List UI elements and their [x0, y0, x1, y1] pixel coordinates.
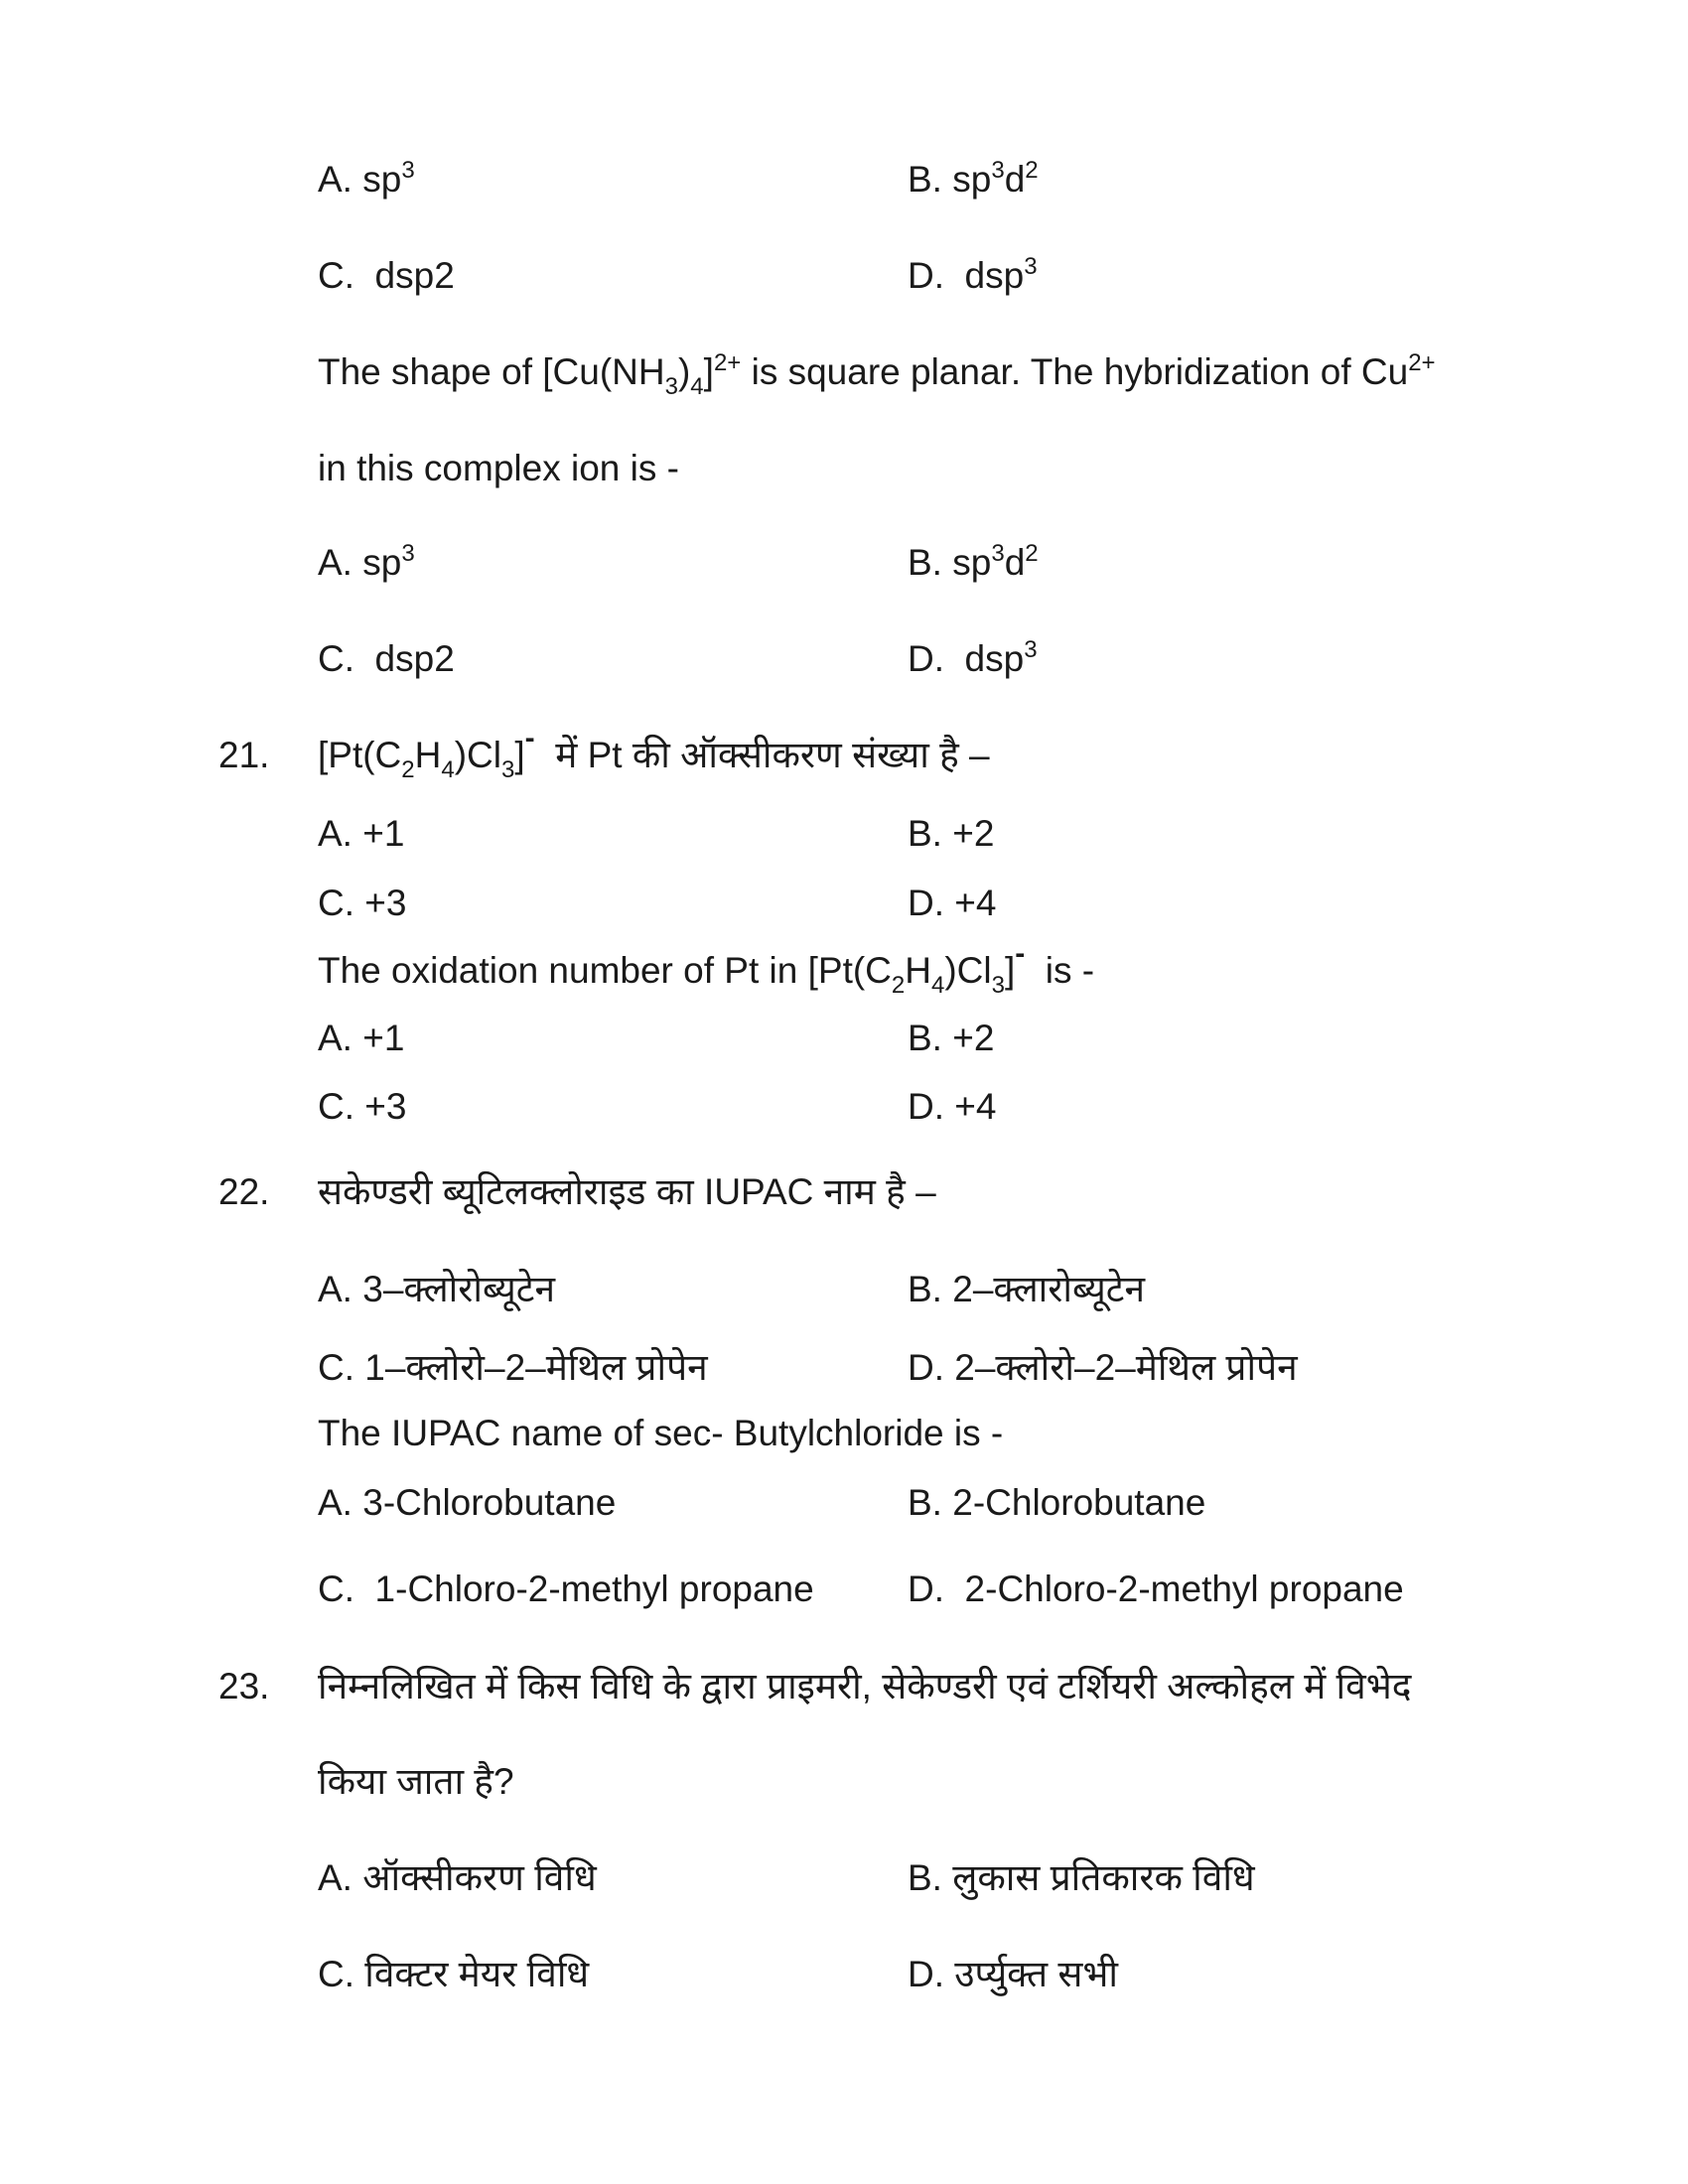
- answer-option-a[interactable]: [318, 809, 404, 859]
- text-run: d: [1004, 159, 1026, 200]
- answer-option-d[interactable]: [908, 634, 1038, 684]
- superscript: 2: [1025, 157, 1039, 184]
- answer-option-d[interactable]: [908, 1950, 1118, 1999]
- text-run: +4: [944, 1086, 997, 1127]
- option-label: A.: [318, 1018, 352, 1058]
- question-text: [318, 347, 1436, 400]
- text-run: +3: [354, 1086, 407, 1127]
- question-line: [0, 722, 1688, 783]
- answer-option-b[interactable]: [908, 809, 994, 859]
- text-run: में Pt की ऑक्सीकरण संख्या है –: [534, 735, 990, 775]
- option-row: [0, 1082, 1688, 1132]
- text-run: 3–क्लोरोब्यूटेन: [352, 1269, 555, 1309]
- answer-option-b[interactable]: [908, 155, 1039, 205]
- answer-option-d[interactable]: [908, 1082, 996, 1132]
- text-run: The shape of [Cu(NH: [318, 351, 665, 392]
- option-label: A.: [318, 1857, 352, 1898]
- answer-option-a[interactable]: [318, 1014, 404, 1063]
- text-run: निम्नलिखित में किस विधि के द्वारा प्राइमरी, सेकेण्डरी एवं टर्शियरी अल्कोहल में विभेद: [318, 1666, 1412, 1706]
- answer-option-b[interactable]: [908, 1478, 1205, 1528]
- text-run: The oxidation number of Pt in [Pt(C: [318, 950, 892, 991]
- text-run: is -: [1025, 950, 1095, 991]
- text-run: in this complex ion is -: [318, 448, 679, 488]
- superscript: 3: [991, 157, 1005, 184]
- superscript: 3: [401, 157, 415, 184]
- option-label: C.: [318, 255, 354, 296]
- answer-option-c[interactable]: [318, 879, 406, 928]
- answer-option-c[interactable]: [318, 1082, 406, 1132]
- text-run: +2: [941, 1018, 995, 1058]
- subscript: 4: [690, 373, 704, 400]
- text-run: सकेण्डरी ब्यूटिलक्लोराइड का IUPAC नाम है –: [318, 1171, 936, 1212]
- option-label: D.: [908, 255, 944, 296]
- option-label: B.: [908, 159, 942, 200]
- text-run: ): [677, 351, 691, 392]
- option-row: [0, 1478, 1688, 1528]
- option-row: [0, 634, 1688, 684]
- option-row: [0, 809, 1688, 859]
- option-label: C.: [318, 638, 354, 679]
- question-number: 21.: [218, 735, 270, 775]
- answer-option-a[interactable]: [318, 1853, 597, 1903]
- text-run: +4: [944, 883, 997, 923]
- text-run: ]: [703, 351, 714, 392]
- superscript: 3: [991, 540, 1005, 567]
- question-line: [0, 347, 1688, 400]
- answer-option-c[interactable]: [318, 251, 455, 301]
- text-run: H: [414, 735, 442, 775]
- answer-option-d[interactable]: [908, 1343, 1298, 1393]
- option-label: A.: [318, 813, 352, 854]
- answer-option-d[interactable]: [908, 879, 996, 928]
- option-row: [0, 1265, 1688, 1314]
- text-run: ]: [1004, 950, 1016, 991]
- text-run: लुकास प्रतिकारक विधि: [941, 1857, 1255, 1898]
- option-label: C.: [318, 1569, 354, 1609]
- answer-option-b[interactable]: [908, 538, 1039, 588]
- answer-option-a[interactable]: [318, 155, 415, 205]
- option-label: D.: [908, 1569, 944, 1609]
- option-label: A.: [318, 1269, 352, 1309]
- question-line: [0, 1662, 1688, 1711]
- text-run: 1-Chloro-2-methyl propane: [354, 1569, 814, 1609]
- option-label: D.: [908, 1347, 944, 1388]
- option-label: C.: [318, 1954, 354, 1994]
- text-run: ऑक्सीकरण विधि: [352, 1857, 597, 1898]
- question-text: [318, 722, 990, 783]
- answer-option-c[interactable]: [318, 1950, 589, 1999]
- question-text: [318, 937, 1095, 999]
- text-run: 3-Chlorobutane: [352, 1482, 617, 1523]
- option-label: C.: [318, 1086, 354, 1127]
- answer-option-c[interactable]: [318, 1565, 814, 1614]
- text-run: [Pt(C: [318, 735, 402, 775]
- option-row: [0, 155, 1688, 205]
- text-run: H: [905, 950, 931, 991]
- option-label: B.: [908, 542, 942, 583]
- text-run: ]: [514, 735, 525, 775]
- option-row: [0, 1565, 1688, 1614]
- option-label: A.: [318, 1482, 352, 1523]
- subscript: 4: [930, 972, 945, 999]
- option-label: D.: [908, 1086, 944, 1127]
- text-run: )Cl: [454, 735, 501, 775]
- answer-option-b[interactable]: [908, 1853, 1255, 1903]
- option-label: B.: [908, 813, 942, 854]
- subscript: 2: [891, 972, 906, 999]
- answer-option-d[interactable]: [908, 251, 1038, 301]
- option-label: D.: [908, 883, 944, 923]
- question-line: [0, 1757, 1688, 1807]
- subscript: 2: [401, 756, 415, 783]
- question-line: [0, 444, 1688, 493]
- text-run: +1: [352, 1018, 405, 1058]
- text-run: 2-Chlorobutane: [941, 1482, 1206, 1523]
- subscript: 4: [441, 756, 455, 783]
- text-run: उर्प्युक्त सभी: [944, 1954, 1118, 1994]
- option-row: [0, 251, 1688, 301]
- option-label: B.: [908, 1018, 942, 1058]
- question-line: [0, 1409, 1688, 1458]
- superscript: 2+: [1408, 349, 1436, 376]
- question-text: [318, 1662, 1411, 1711]
- superscript: 3: [401, 540, 415, 567]
- text-run: +1: [352, 813, 405, 854]
- text-run: dsp2: [354, 255, 455, 296]
- answer-option-d[interactable]: [908, 1565, 1404, 1614]
- option-row: [0, 879, 1688, 928]
- text-run: 1–क्लोरो–2–मेथिल प्रोपेन: [354, 1347, 708, 1388]
- text-run: 2–क्लोरो–2–मेथिल प्रोपेन: [944, 1347, 1298, 1388]
- option-label: A.: [318, 542, 352, 583]
- option-label: C.: [318, 1347, 354, 1388]
- text-run: विक्टर मेयर विधि: [354, 1954, 590, 1994]
- answer-option-a[interactable]: [318, 1478, 616, 1528]
- text-run: 2-Chloro-2-methyl propane: [944, 1569, 1404, 1609]
- question-text: [318, 1409, 1003, 1458]
- option-label: C.: [318, 883, 354, 923]
- answer-option-b[interactable]: [908, 1265, 1145, 1314]
- text-run: The IUPAC name of sec- Butylchloride is -: [318, 1413, 1004, 1453]
- question-text: [318, 1757, 514, 1807]
- text-run: sp: [352, 159, 402, 200]
- option-row: [0, 1343, 1688, 1393]
- option-label: D.: [908, 638, 944, 679]
- text-run: dsp: [944, 638, 1025, 679]
- question-line: [0, 937, 1688, 999]
- text-run: )Cl: [944, 950, 992, 991]
- text-run: किया जाता है?: [318, 1761, 514, 1802]
- answer-option-c[interactable]: [318, 634, 455, 684]
- superscript: 2: [1025, 540, 1039, 567]
- answer-option-a[interactable]: [318, 538, 415, 588]
- question-text: [318, 1167, 936, 1217]
- question-line: [0, 1167, 1688, 1217]
- text-run: is square planar. The hybridization of Cu: [741, 351, 1409, 392]
- option-row: [0, 1014, 1688, 1063]
- answer-option-b[interactable]: [908, 1014, 994, 1063]
- question-text: [318, 444, 679, 493]
- subscript: 3: [501, 756, 515, 783]
- superscript: -: [524, 722, 535, 754]
- subscript: 3: [991, 972, 1005, 999]
- question-number: 22.: [218, 1171, 270, 1212]
- option-label: A.: [318, 159, 352, 200]
- option-row: [0, 538, 1688, 588]
- subscript: 3: [664, 373, 678, 400]
- answer-option-a[interactable]: [318, 1265, 555, 1314]
- text-run: sp: [941, 542, 992, 583]
- question-number: 23.: [218, 1666, 270, 1706]
- text-run: 2–क्लारोब्यूटेन: [941, 1269, 1145, 1309]
- option-row: [0, 1853, 1688, 1903]
- answer-option-c[interactable]: [318, 1343, 708, 1393]
- text-run: +2: [941, 813, 995, 854]
- text-run: d: [1004, 542, 1026, 583]
- text-run: dsp2: [354, 638, 455, 679]
- text-run: +3: [354, 883, 407, 923]
- option-row: [0, 1950, 1688, 1999]
- text-run: sp: [352, 542, 402, 583]
- option-label: B.: [908, 1482, 942, 1523]
- superscript: -: [1015, 937, 1026, 970]
- text-run: dsp: [944, 255, 1025, 296]
- option-label: B.: [908, 1269, 942, 1309]
- superscript: 3: [1024, 636, 1038, 663]
- option-label: D.: [908, 1954, 944, 1994]
- superscript: 2+: [713, 349, 742, 376]
- text-run: sp: [941, 159, 992, 200]
- superscript: 3: [1024, 253, 1038, 280]
- option-label: B.: [908, 1857, 942, 1898]
